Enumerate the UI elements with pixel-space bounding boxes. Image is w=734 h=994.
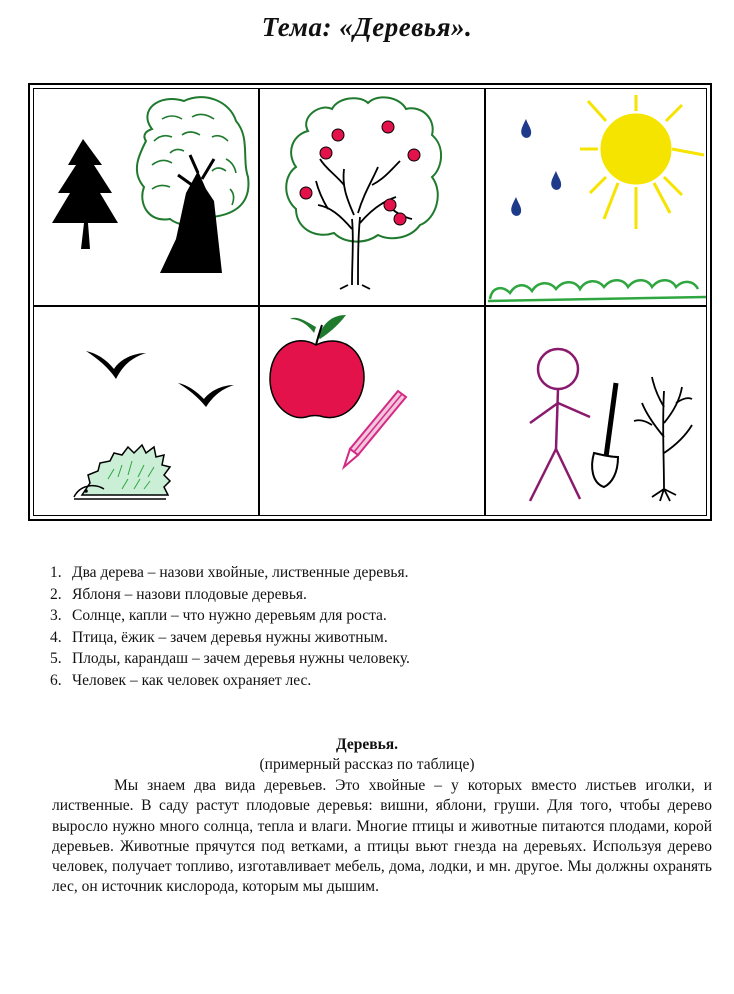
cell-two-trees xyxy=(34,89,258,305)
apple-icon xyxy=(270,315,364,418)
page-title: Тема: «Деревья». xyxy=(261,12,473,42)
list-item: 4. Птица, ёжик – зачем деревья нужны животным. xyxy=(50,628,388,646)
list-item: 6. Человек – как человек охраняет лес. xyxy=(50,671,312,689)
hedgehog-icon xyxy=(74,445,170,499)
question-list xyxy=(50,562,410,691)
cell-fruit-pencil xyxy=(260,307,485,519)
list-item: 5. Плоды, карандаш – зачем деревья нужны человеку. xyxy=(50,650,410,667)
sun-icon xyxy=(580,95,704,229)
bird-icon xyxy=(86,351,234,407)
cell-person-planting xyxy=(486,307,713,519)
story-subtitle: (примерный рассказ по таблице) xyxy=(259,756,475,773)
apple-tree-icon xyxy=(286,97,441,289)
story-text: Мы знаем два вида деревьев. Это хвойные – у которых вместо листьев иголки, и лиственные. В саду растут плодовые деревья: вишни, яблони, груши. Для того, чтобы дерево выросло нужно много солнца, тепла и влаги. Многие птицы и животные питаются плодами, корой деревьев. Животные прячутся под ветками, а птицы вьют гнезда на деревьях. Используя дерево человек, получает топливо, изготавливает мебель, дома, лодки, и мн. другое. Мы должны охранять лес, он источник кислорода, которым мы дышим. xyxy=(52,777,712,896)
cell-apple-tree xyxy=(260,89,485,305)
list-item: 3. Солнце, капли – что нужно деревьям для роста. xyxy=(50,607,387,624)
story-title: Деревья. xyxy=(335,736,399,753)
cell-sun-rain xyxy=(486,89,713,305)
raindrop-icon xyxy=(511,119,561,216)
list-item: 1. Два дерева – назови хвойные, лиственные деревья. xyxy=(50,564,409,581)
stick-person-icon xyxy=(530,349,590,501)
grass-icon xyxy=(488,280,706,301)
shovel-icon xyxy=(592,383,618,487)
conifer-tree-icon xyxy=(52,139,118,249)
picture-grid xyxy=(28,83,712,521)
deciduous-tree-icon xyxy=(137,97,249,273)
sapling-icon xyxy=(634,377,692,501)
list-item: 2. Яблоня – назови плодовые деревья. xyxy=(50,585,307,603)
cell-birds-hedgehog xyxy=(34,307,258,519)
